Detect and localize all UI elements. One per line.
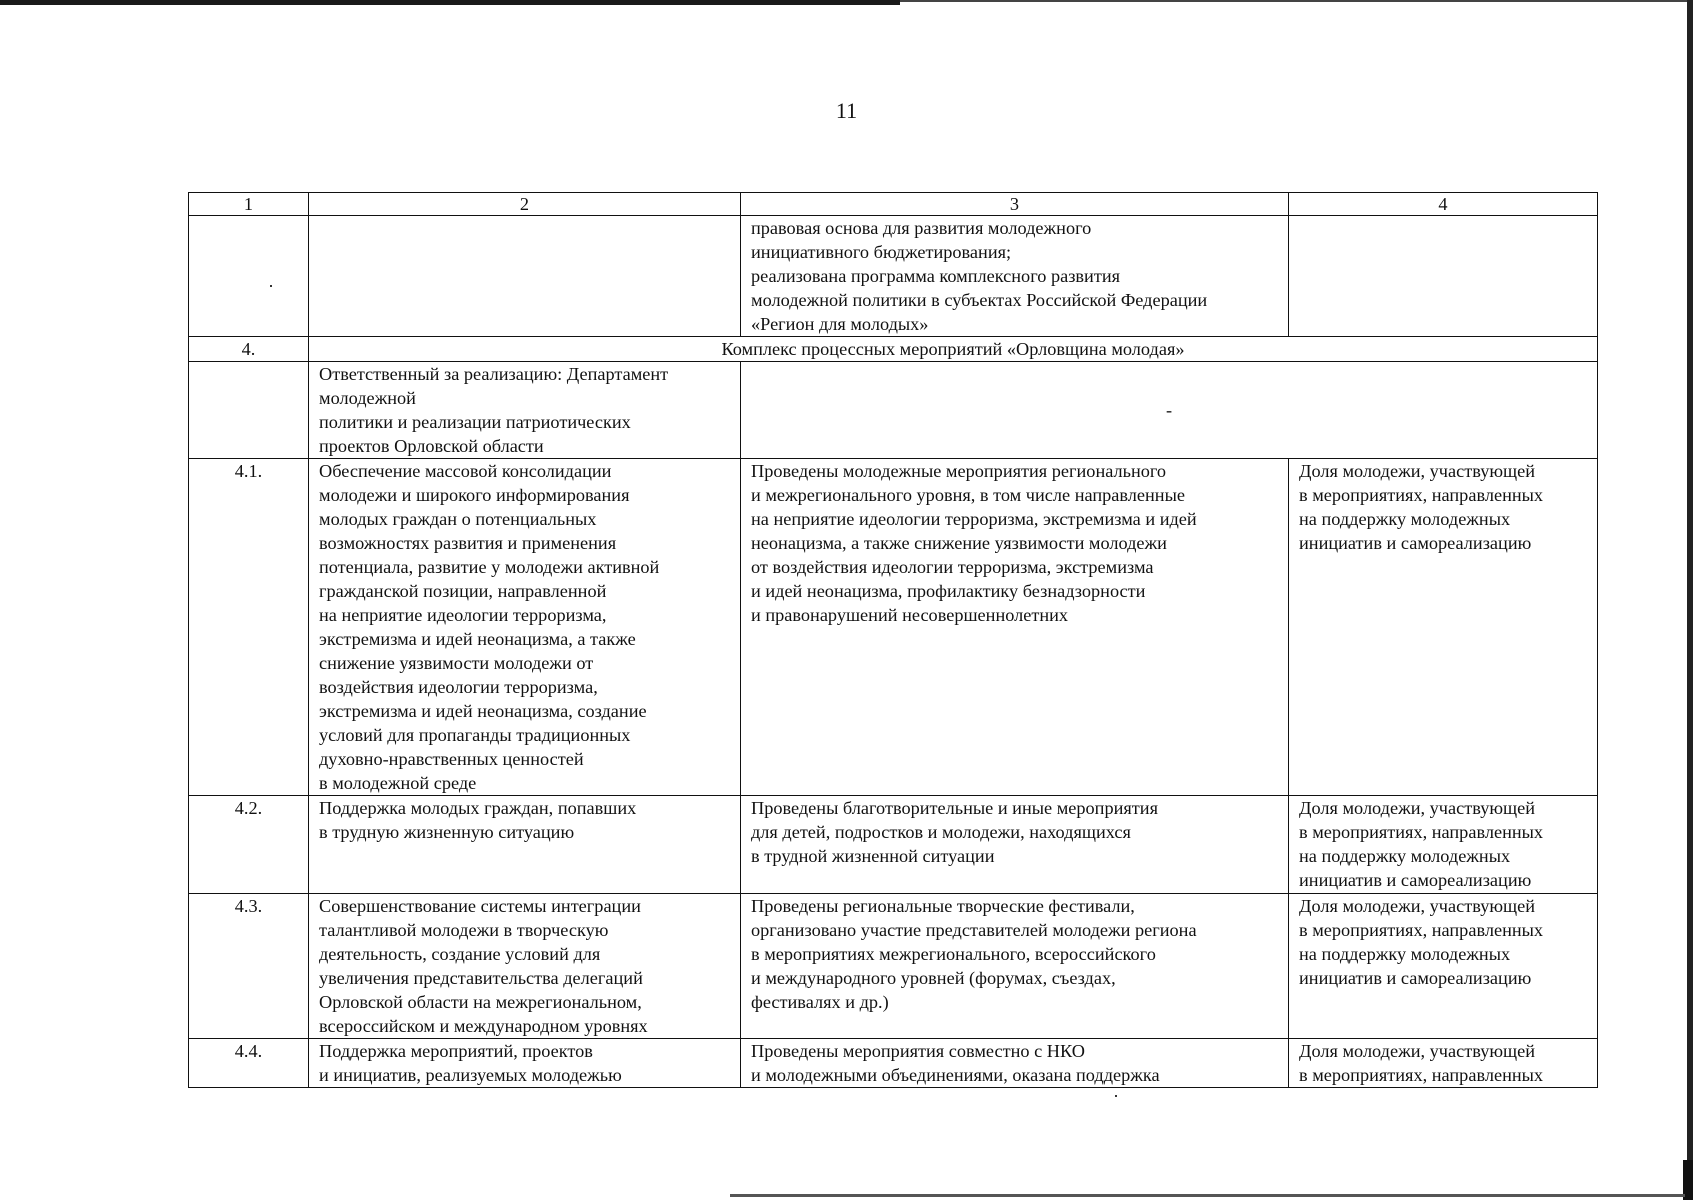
section-title: Комплекс процессных мероприятий «Орловщина молодая» (309, 337, 1598, 362)
scan-edge-right (1687, 0, 1693, 1200)
table-header-row (189, 193, 1598, 216)
row-number: 4. (189, 337, 309, 362)
merged-dash-cell: - (741, 362, 1598, 459)
table-row (189, 894, 1598, 1039)
task-cell: Совершенствование системы интеграции талантливой молодежи в творческую деятельность, создание условий для увеличения представительства делегаций Орловской области на межрегиональном, всероссийском и международном уровнях (309, 894, 741, 1039)
page-number: 11 (835, 98, 858, 123)
scan-speck (270, 285, 272, 287)
section-row (189, 337, 1598, 362)
indicator-cell (1289, 216, 1598, 337)
row-number: 4.1. (189, 459, 309, 796)
header-cell-3: 3 (741, 193, 1289, 216)
table-row (189, 796, 1598, 894)
scan-edge-top (0, 0, 900, 5)
row-number: 4.4. (189, 1039, 309, 1088)
table-row (189, 362, 1598, 459)
indicator-cell: Доля молодежи, участвующей в мероприятиях, направленных на поддержку молодежных инициатив и самореализацию (1289, 459, 1598, 796)
row-number: 4.2. (189, 796, 309, 894)
task-cell: Поддержка молодых граждан, попавших в трудную жизненную ситуацию (309, 796, 741, 894)
row-number: 4.3. (189, 894, 309, 1039)
scan-speck (1115, 1095, 1117, 1097)
header-cell-2: 2 (309, 193, 741, 216)
responsible-cell: Ответственный за реализацию: Департамент молодежной политики и реализации патриотических проектов Орловской области (309, 362, 741, 459)
result-cell: Проведены благотворительные и иные мероприятия для детей, подростков и молодежи, находящихся в трудной жизненной ситуации (741, 796, 1289, 894)
scan-edge-bottom (730, 1194, 1685, 1197)
indicator-cell: Доля молодежи, участвующей в мероприятиях, направленных (1289, 1039, 1598, 1088)
task-cell: Обеспечение массовой консолидации молодежи и широкого информирования молодых граждан о потенциальных возможностях развития и применения потенциала, развитие у молодежи активной гражданской позиции, направленной на неприятие идеологии терроризма, экстремизма и идей неонацизма, а также снижение уязвимости молодежи от воздействия идеологии терроризма, экстремизма и идей неонацизма, создание условий для пропаганды традиционных духовно-нравственных ценностей в молодежной среде (309, 459, 741, 796)
result-cell: Проведены региональные творческие фестивали, организовано участие представителей молодежи региона в мероприятиях межрегионального, всероссийского и международного уровней (форумах, съездах, фестивалях и др.) (741, 894, 1289, 1039)
table-row (189, 1039, 1598, 1088)
result-cell: правовая основа для развития молодежного инициативного бюджетирования; реализована программа комплексного развития молодежной политики в субъектах Российской Федерации «Регион для молодых» (741, 216, 1289, 337)
row-number (189, 216, 309, 337)
task-cell (309, 216, 741, 337)
table-row (189, 216, 1598, 337)
scan-edge-top-thin (900, 0, 1693, 2)
result-cell: Проведены мероприятия совместно с НКО и молодежными объединениями, оказана поддержка (741, 1039, 1289, 1088)
indicator-cell: Доля молодежи, участвующей в мероприятиях, направленных на поддержку молодежных инициатив и самореализацию (1289, 796, 1598, 894)
result-cell: Проведены молодежные мероприятия регионального и межрегионального уровня, в том числе направленные на неприятие идеологии терроризма, экстремизма и идей неонацизма, а также снижение уязвимости молодежи от воздействия идеологии терроризма, экстремизма и идей неонацизма, профилактику безнадзорности и правонарушений несовершеннолетних (741, 459, 1289, 796)
row-number (189, 362, 309, 459)
activities-table (188, 192, 1598, 1088)
task-cell: Поддержка мероприятий, проектов и инициатив, реализуемых молодежью (309, 1039, 741, 1088)
header-cell-1: 1 (189, 193, 309, 216)
table-row (189, 459, 1598, 796)
header-cell-4: 4 (1289, 193, 1598, 216)
indicator-cell: Доля молодежи, участвующей в мероприятиях, направленных на поддержку молодежных инициатив и самореализацию (1289, 894, 1598, 1039)
